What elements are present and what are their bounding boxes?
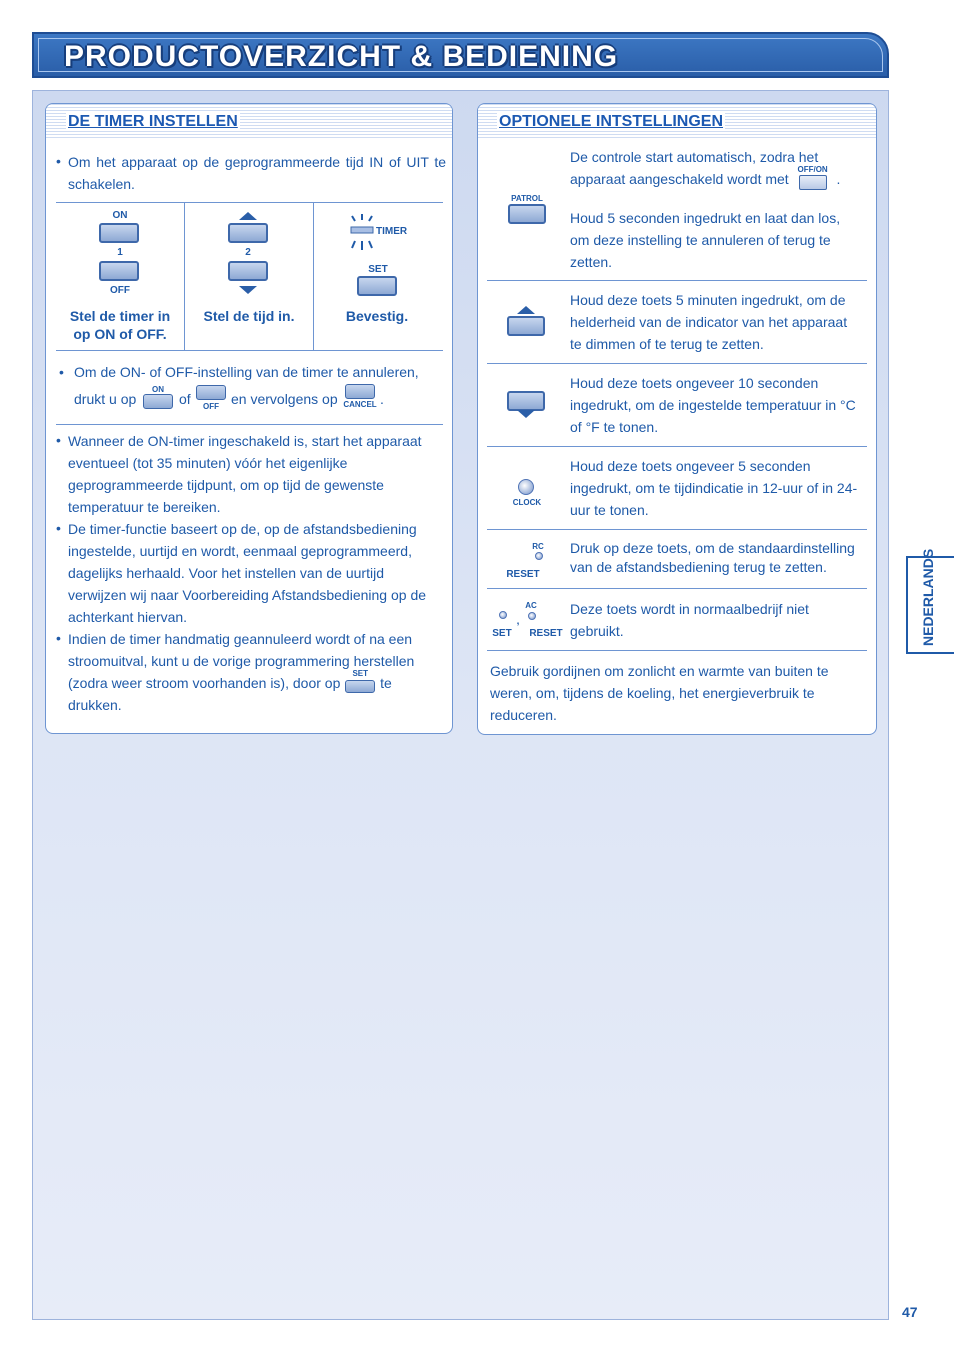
down-arrow-icon [239,286,257,294]
down-text: Houd deze toets ongeveer 10 seconden ingedrukt, om de ingestelde temperatuur in °C of °F te tonen. [570,375,856,435]
ac-reset-button[interactable] [528,612,536,620]
rc-reset-button[interactable] [535,552,543,560]
timer-off-button[interactable] [99,261,139,281]
time-up-button[interactable] [228,223,268,243]
rc-reset-text: Druk op deze toets, om de standaardinstelling van de afstandsbediening terug te zetten. [570,540,855,575]
cancel-mini-button[interactable] [345,384,375,399]
brightness-up-button[interactable] [507,316,545,336]
timer-section: DE TIMER INSTELLEN • Om het apparaat op de geprogrammeerde tijd IN of UIT te schakelen. ON 1 OFF Stel de timer in op ON of OFF. 2 Stel de tijd in. TIMER SET Bevestig. • Om de ON- of OFF-instelling van de timer te annuleren, drukt u op ON of OFF en vervolgens op CANCEL . • Wanneer de ON-timer ingeschakeld is, start het apparaat eventueel (tot 35 minuten) vóór het eigenlijke geprogrammeerde tijdpunt, om op tijd de gewenste temperatuur te bereiken. • De timer-functie baseert op de, op de afstandsbediening ingestelde, uurtijd en wordt, eenmaal geprogrammeerd, dagelijks herhaald. Voor het instellen van de uurtijd verwijzen wij naar Voorbereiding Afstandsbediening op de achterkant hiervan. • Indien de timer handmatig geannuleerd wordt of na een stroomuitval, kunt u de vorige programmering herstellen (zodra weer stroom voorhanden is), door op SET te drukken. [45,103,453,734]
clock-label: CLOCK [512,498,542,507]
patrol-text-2: Houd 5 seconden ingedrukt en laat dan los, om deze instelling te annuleren of terug te zetten. [570,210,841,270]
up-text: Houd deze toets 5 minuten ingedrukt, om de helderheid van de indicator van het apparaat te dimmen of te terug te zetten. [570,292,848,352]
cancel-part2: en vervolgens op [231,391,338,407]
timer-section-title: DE TIMER INSTELLEN [68,113,238,130]
optional-footer: Gebruik gordijnen om zonlicht en warmte van buiten te weren, om, tijdens de koeling, het energieverbruik te reduceren. [490,663,829,723]
patrol-button[interactable] [508,204,546,224]
cancel-line1: Om de ON- of OFF-instelling van de timer te annuleren, [74,364,419,380]
step2-caption: Stel de tijd in. [203,308,295,324]
off-mini-label: OFF [203,402,219,411]
clock-button[interactable] [518,479,534,495]
time-down-button[interactable] [228,261,268,281]
set-dot-button[interactable] [499,611,507,619]
on-mini-button[interactable] [143,394,173,409]
set-ac-reset-text: Deze toets wordt in normaalbedrijf niet gebruikt. [570,601,809,639]
on-label: ON [112,210,128,221]
offon-inline-label: OFF/ON [797,165,828,175]
timer-on-button[interactable] [99,223,139,243]
set-inline-label: SET [352,669,369,679]
timer-2-label: 2 [245,247,251,258]
up-arrow-icon [239,212,257,220]
patrol-label: PATROL [511,194,543,203]
timer-intro: Om het apparaat op de geprogrammeerde tijd IN of UIT te schakelen. [68,154,446,192]
timer-indicator-icon [348,214,378,250]
page-title: PRODUCTOVERZICHT & BEDIENING [64,40,619,73]
up-arrow-icon [517,306,535,314]
set-button[interactable] [357,276,397,296]
set-inline[interactable] [344,669,376,693]
timer-note-2: De timer-functie baseert op de, op de afstandsbediening ingestelde, uurtijd en wordt, eenmaal geprogrammeerd, dagelijks herhaald. Voor het instellen van de uurtijd verwijzen wij naar Voorbereiding Afstandsbediening op de achterkant hiervan. [68,521,427,625]
patrol-text-1: De controle start automatisch, zodra het apparaat aangeschakeld wordt met OFF/ON . [570,146,855,191]
optional-section-title: OPTIONELE INTSTELLINGEN [499,113,724,130]
set-label: SET [368,264,388,275]
offon-inline[interactable] [793,165,833,191]
timer-1-label: 1 [117,247,123,258]
down-arrow-icon [517,410,535,418]
set-small-label: SET [492,628,512,639]
rc-label: RC [532,542,544,551]
timer-note-3: Indien de timer handmatig geannuleerd wordt of na een stroomuitval, kunt u de vorige programmering herstellen (zodra weer stroom voorhanden is), door op SET te drukken. [68,631,415,713]
optional-section: OPTIONELE INTSTELLINGEN PATROL De controle start automatisch, zodra het apparaat aangeschakeld wordt met OFF/ON . Houd 5 seconden ingedrukt en laat dan los, om deze instelling te annuleren of terug te zetten. Houd deze toets 5 minuten ingedrukt, om de helderheid van de indicator van het apparaat te dimmen of te terug te zetten. Houd deze toets ongeveer 10 seconden ingedrukt, om de ingestelde temperatuur in °C of °F te tonen. CLOCK Houd deze toets ongeveer 5 seconden ingedrukt, om te tijdindicatie in 12-uur of in 24-uur te tonen. RC RESET Druk op deze toets, om de standaardinstelling van de afstandsbediening terug te zetten. SET , AC RESET Deze toets wordt in normaalbedrijf niet gebruikt. Gebruik gordijnen om zonlicht en warmte van buiten te weren, om, tijdens de koeling, het energieverbruik te reduceren. [477,103,877,735]
off-label: OFF [110,285,130,296]
clock-text: Houd deze toets ongeveer 5 seconden ingedrukt, om te tijdindicatie in 12-uur of in 24-uur te tonen. [570,458,858,518]
step1-caption: Stel de timer in op ON of OFF. [69,308,171,342]
ac-reset-label: RESET [529,628,563,639]
cancel-end: . [380,391,384,407]
step3-caption: Bevestig. [345,308,409,324]
title-bar [32,32,889,78]
cancel-part1: drukt u op [74,391,137,407]
timer-label: TIMER [376,226,408,237]
language-tab-label: NEDERLANDS [920,548,936,646]
temp-down-button[interactable] [507,391,545,411]
timer-note-1: Wanneer de ON-timer ingeschakeld is, start het apparaat eventueel (tot 35 minuten) vóór het eigenlijke geprogrammeerde tijdpunt, om op tijd de gewenste temperatuur te bereiken. [68,433,422,515]
ac-label: AC [525,601,537,610]
cancel-of: of [179,391,191,407]
on-mini-label: ON [152,385,164,394]
rc-reset-label: RESET [506,569,540,580]
cancel-mini-label: CANCEL [343,400,377,409]
language-tab [906,548,954,654]
off-mini-button[interactable] [196,385,226,400]
page-number: 47 [902,1304,918,1320]
